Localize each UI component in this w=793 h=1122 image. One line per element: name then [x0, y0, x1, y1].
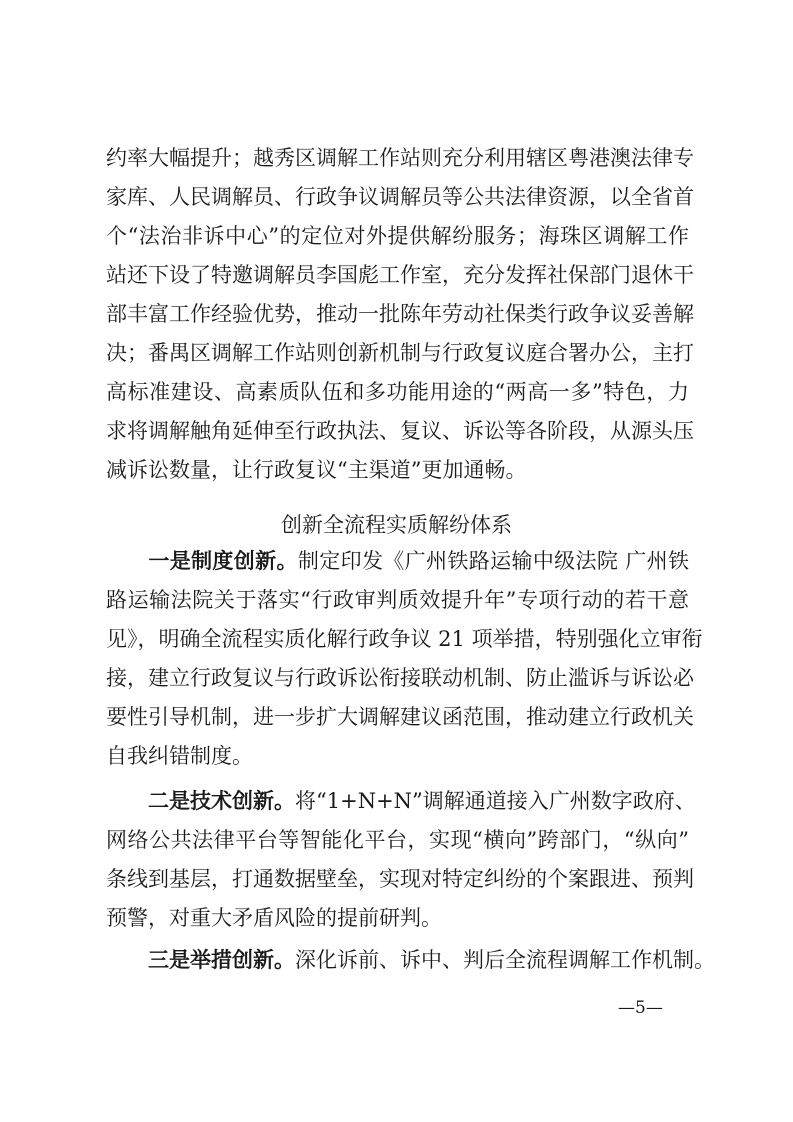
- page-number: —5—: [618, 998, 663, 1018]
- text-line: 预警，对重大矛盾风险的提前研判。: [106, 906, 442, 930]
- paragraph-measure-innovation: [106, 944, 715, 983]
- section-heading: 创新全流程实质解纷体系: [281, 513, 512, 537]
- text-line: 自我纠错制度。: [106, 744, 253, 768]
- text-line: [106, 785, 696, 824]
- text-line: 约率大幅提升；越秀区调解工作站则充分利用辖区粤港澳法律专: [106, 146, 694, 170]
- paragraph-institutional-innovation: [106, 545, 703, 779]
- paragraph-lead: 二是技术创新。: [148, 788, 295, 813]
- text-line: 要性引导机制，进一步扩大调解建议函范围，推动建立行政机关: [106, 705, 694, 729]
- paragraph-lead: 三是举措创新。: [148, 947, 295, 972]
- text-line: [106, 545, 689, 584]
- text-line: 家库、人民调解员、行政争议调解员等公共法律资源，以全省首: [106, 185, 694, 209]
- text-span: 将“1+N+N”调解通道接入广州数字政府、: [295, 789, 696, 813]
- text-line: [106, 944, 715, 983]
- paragraph-technical-innovation: [106, 785, 696, 941]
- text-line: 接，建立行政复议与行政诉讼衔接联动机制、防止滥诉与诉讼必: [106, 666, 694, 690]
- text-line: 部丰富工作经验优势，推动一批陈年劳动社保类行政争议妥善解: [106, 302, 694, 326]
- text-line: 求将调解触角延伸至行政执法、复议、诉讼等各阶段，从源头压: [106, 419, 694, 443]
- text-line: 网络公共法律平台等智能化平台，实现“横向”跨部门，“纵向”: [106, 828, 689, 852]
- text-line: 高标准建设、高素质队伍和多功能用途的“两高一多”特色，力: [106, 380, 689, 404]
- paragraph-continuation: [106, 142, 694, 493]
- text-line: 见》，明确全流程实质化解行政争议 21 项举措，特别强化立审衔: [106, 627, 703, 651]
- text-line: 站还下设了特邀调解员李国彪工作室，充分发挥社保部门退休干: [106, 263, 694, 287]
- text-span: 深化诉前、诉中、判后全流程调解工作机制。: [295, 948, 715, 972]
- text-span: 制定印发《广州铁路运输中级法院 广州铁: [297, 549, 689, 573]
- text-line: 路运输法院关于落实“行政审判质效提升年”专项行动的若干意: [106, 588, 689, 612]
- text-line: 减诉讼数量，让行政复议“主渠道”更加通畅。: [106, 458, 527, 482]
- paragraph-lead: 一是制度创新。: [148, 548, 298, 573]
- text-line: 决；番禺区调解工作站则创新机制与行政复议庭合署办公，主打: [106, 341, 694, 365]
- text-line: 个“法治非诉中心”的定位对外提供解纷服务；海珠区调解工作: [106, 224, 689, 248]
- text-line: 条线到基层，打通数据壁垒，实现对特定纠纷的个案跟进、预判: [106, 867, 694, 891]
